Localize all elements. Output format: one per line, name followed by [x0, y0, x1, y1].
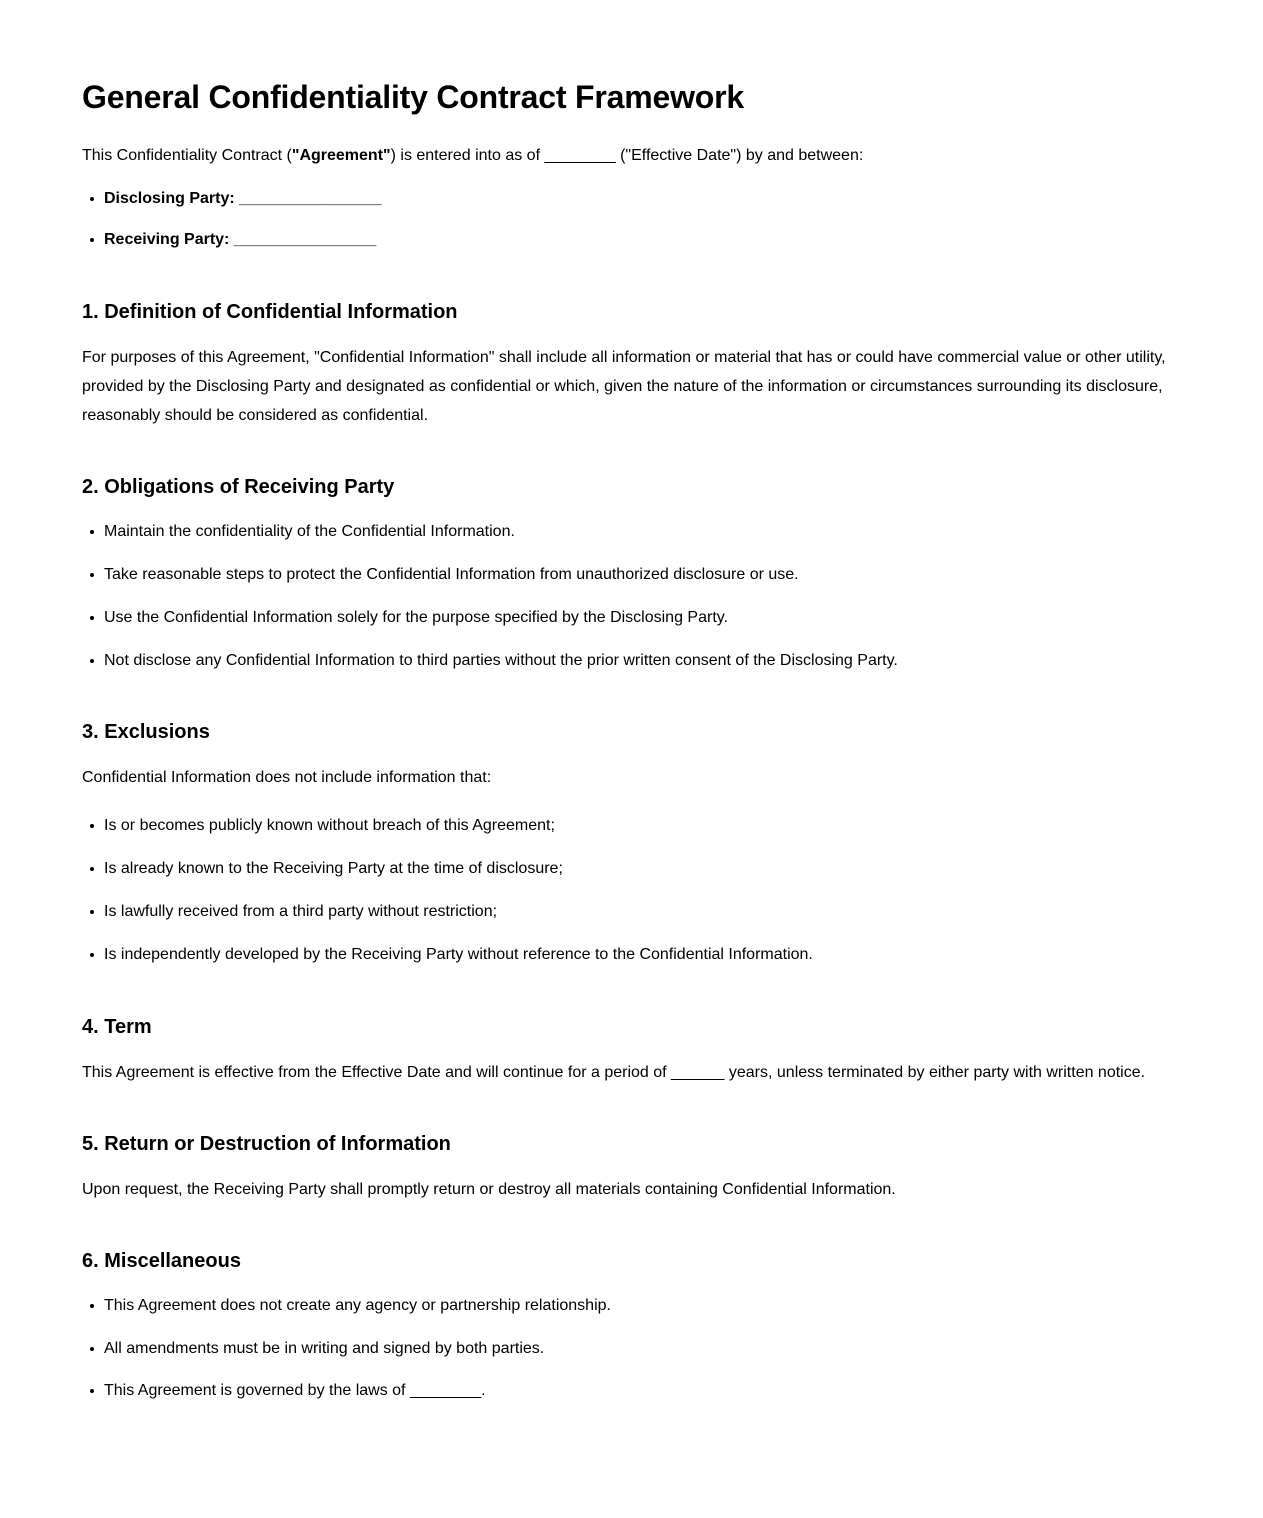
section-heading-1: 1. Definition of Confidential Information	[82, 300, 458, 323]
list-item: Use the Confidential Information solely for the purpose specified by the Disclosing Party.	[82, 604, 1168, 633]
party-list	[82, 185, 1168, 255]
list-item: Is lawfully received from a third party without restriction;	[82, 898, 1168, 927]
agreement-term: "Agreement"	[291, 147, 391, 165]
effective-date-blank: ________	[544, 147, 616, 165]
page-title: General Confidentiality Contract Framework	[82, 79, 744, 115]
exclusions-list	[82, 812, 1168, 969]
list-item: This Agreement does not create any agency or partnership relationship.	[82, 1292, 1168, 1321]
term-text-after: years, unless terminated by either party with written notice.	[724, 1063, 1146, 1081]
section-heading-3: 3. Exclusions	[82, 721, 210, 744]
list-item: Not disclose any Confidential Information to third parties without the prior written consent of the Disclosing Party.	[82, 647, 1168, 676]
section-1-paragraph: For purposes of this Agreement, "Confidential Information" shall include all information or material that has or could have commercial value or other utility, provided by the Disclosing Party and designated as confidential or which, given the nature of the information or circumstances surrounding its disclosure, reasonably should be considered as confidential.	[82, 348, 1166, 424]
disclosing-party-blank: ________________	[239, 190, 382, 208]
section-definition	[82, 299, 1168, 430]
term-text-before: This Agreement is effective from the Effective Date and will continue for a period of	[82, 1063, 672, 1081]
section-heading-5: 5. Return or Destruction of Information	[82, 1132, 451, 1155]
obligations-list	[82, 518, 1168, 675]
intro-text-before: This Confidentiality Contract (	[82, 147, 292, 165]
section-heading-6: 6. Miscellaneous	[82, 1249, 241, 1272]
section-4-paragraph	[82, 1058, 1168, 1087]
section-miscellaneous	[82, 1248, 1168, 1406]
list-item: Maintain the confidentiality of the Confidential Information.	[82, 518, 1168, 547]
miscellaneous-list	[82, 1292, 1168, 1406]
list-item: Is independently developed by the Receiving Party without reference to the Confidential Information.	[82, 941, 1168, 970]
section-5-paragraph: Upon request, the Receiving Party shall promptly return or destroy all materials containing Confidential Information.	[82, 1180, 896, 1198]
intro-text-end: ("Effective Date") by and between:	[615, 147, 864, 165]
section-exclusions	[82, 719, 1168, 969]
intro-paragraph	[82, 142, 1168, 171]
section-heading-4: 4. Term	[82, 1015, 152, 1038]
governing-law-text-before: This Agreement is governed by the laws of	[104, 1382, 410, 1400]
section-term	[82, 1014, 1168, 1087]
list-item-governing-law	[82, 1377, 1168, 1406]
list-item: Is already known to the Receiving Party at the time of disclosure;	[82, 855, 1168, 884]
section-3-paragraph: Confidential Information does not include information that:	[82, 769, 492, 787]
list-item-receiving-party	[82, 226, 1168, 255]
intro-text-after: ) is entered into as of	[390, 147, 545, 165]
list-item: All amendments must be in writing and signed by both parties.	[82, 1335, 1168, 1364]
section-heading-2: 2. Obligations of Receiving Party	[82, 476, 395, 499]
receiving-party-blank: ________________	[233, 230, 377, 248]
receiving-party-label: Receiving Party:	[104, 230, 230, 248]
section-obligations	[82, 474, 1168, 675]
disclosing-party-label: Disclosing Party:	[104, 190, 235, 208]
list-item: Is or becomes publicly known without breach of this Agreement;	[82, 812, 1168, 841]
governing-law-text-after: .	[481, 1382, 486, 1400]
term-years-blank: ______	[671, 1063, 725, 1081]
governing-law-blank: ________	[409, 1382, 482, 1400]
section-return-destruction	[82, 1131, 1168, 1204]
list-item-disclosing-party	[82, 185, 1168, 214]
list-item: Take reasonable steps to protect the Confidential Information from unauthorized disclosure or use.	[82, 561, 1168, 590]
